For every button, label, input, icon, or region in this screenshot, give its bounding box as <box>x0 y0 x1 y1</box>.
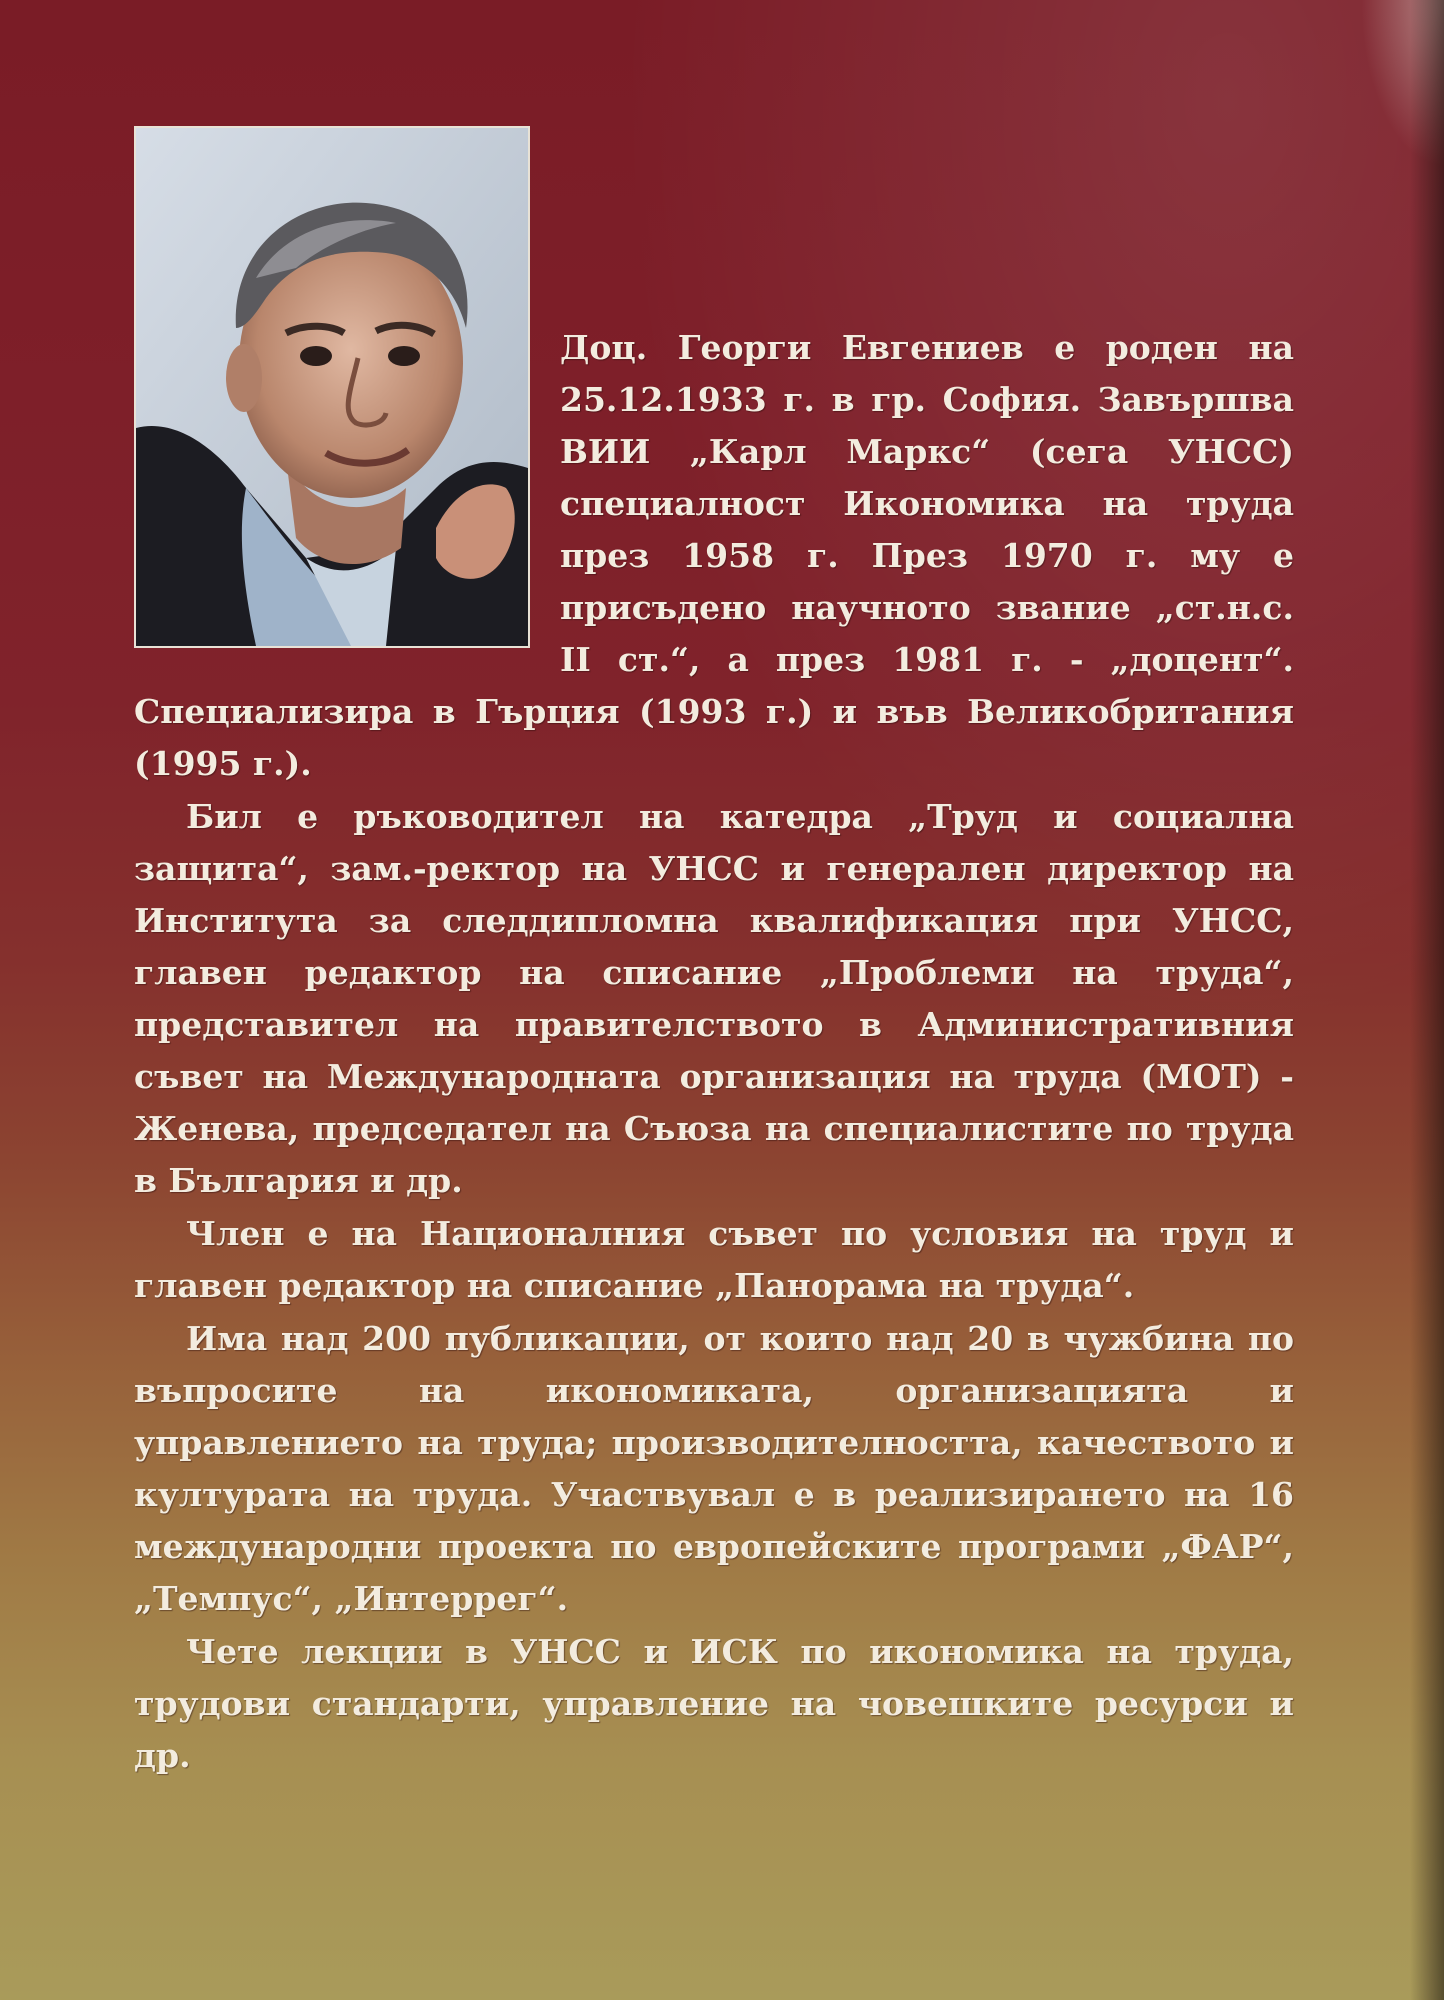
author-biography <box>134 322 1294 1783</box>
cover-spine-shadow <box>1410 0 1444 2000</box>
bio-paragraph-2: Бил е ръководител на катедра „Труд и социална защита“, зам.-ректор на УНСС и генерален директор на Института за следдипломна квалификация при УНСС, главен редактор на списание „Проблеми на труда“, представител на правителството в Административния съвет на Международната организация на труда (МОТ) - Женева, председател на Съюза на специалистите по труда в България и др. <box>134 797 1294 1200</box>
bio-paragraph-5: Чете лекции в УНСС и ИСК по икономика на труда, трудови стандарти, управление на човешките ресурси и др. <box>134 1632 1294 1775</box>
bio-paragraph-4: Има над 200 публикации, от които над 20 в чужбина по въпросите на икономиката, организацията и управлението на труда; производителността, качеството и културата на труда. Участвувал е в реализирането на 16 международни проекта по европейските програми „ФАР“, „Темпус“, „Интеррег“. <box>134 1319 1294 1618</box>
portrait-text-wrap-spacer <box>134 322 560 660</box>
bio-paragraph-1: Доц. Георги Евгениев е роден на 25.12.1933 г. в гр. София. Завършва ВИИ „Карл Маркс“ (сега УНСС) специалност Икономика на труда през 1958 г. През 1970 г. му е присъдено научното звание „ст.н.с. II ст.“, а през 1981 г. - „доцент“. Специализира в Гърция (1993 г.) и във Великобритания (1995 г.). <box>134 328 1294 783</box>
bio-paragraph-3: Член е на Националния съвет по условия на труд и главен редактор на списание „Панорама на труда“. <box>134 1214 1294 1305</box>
